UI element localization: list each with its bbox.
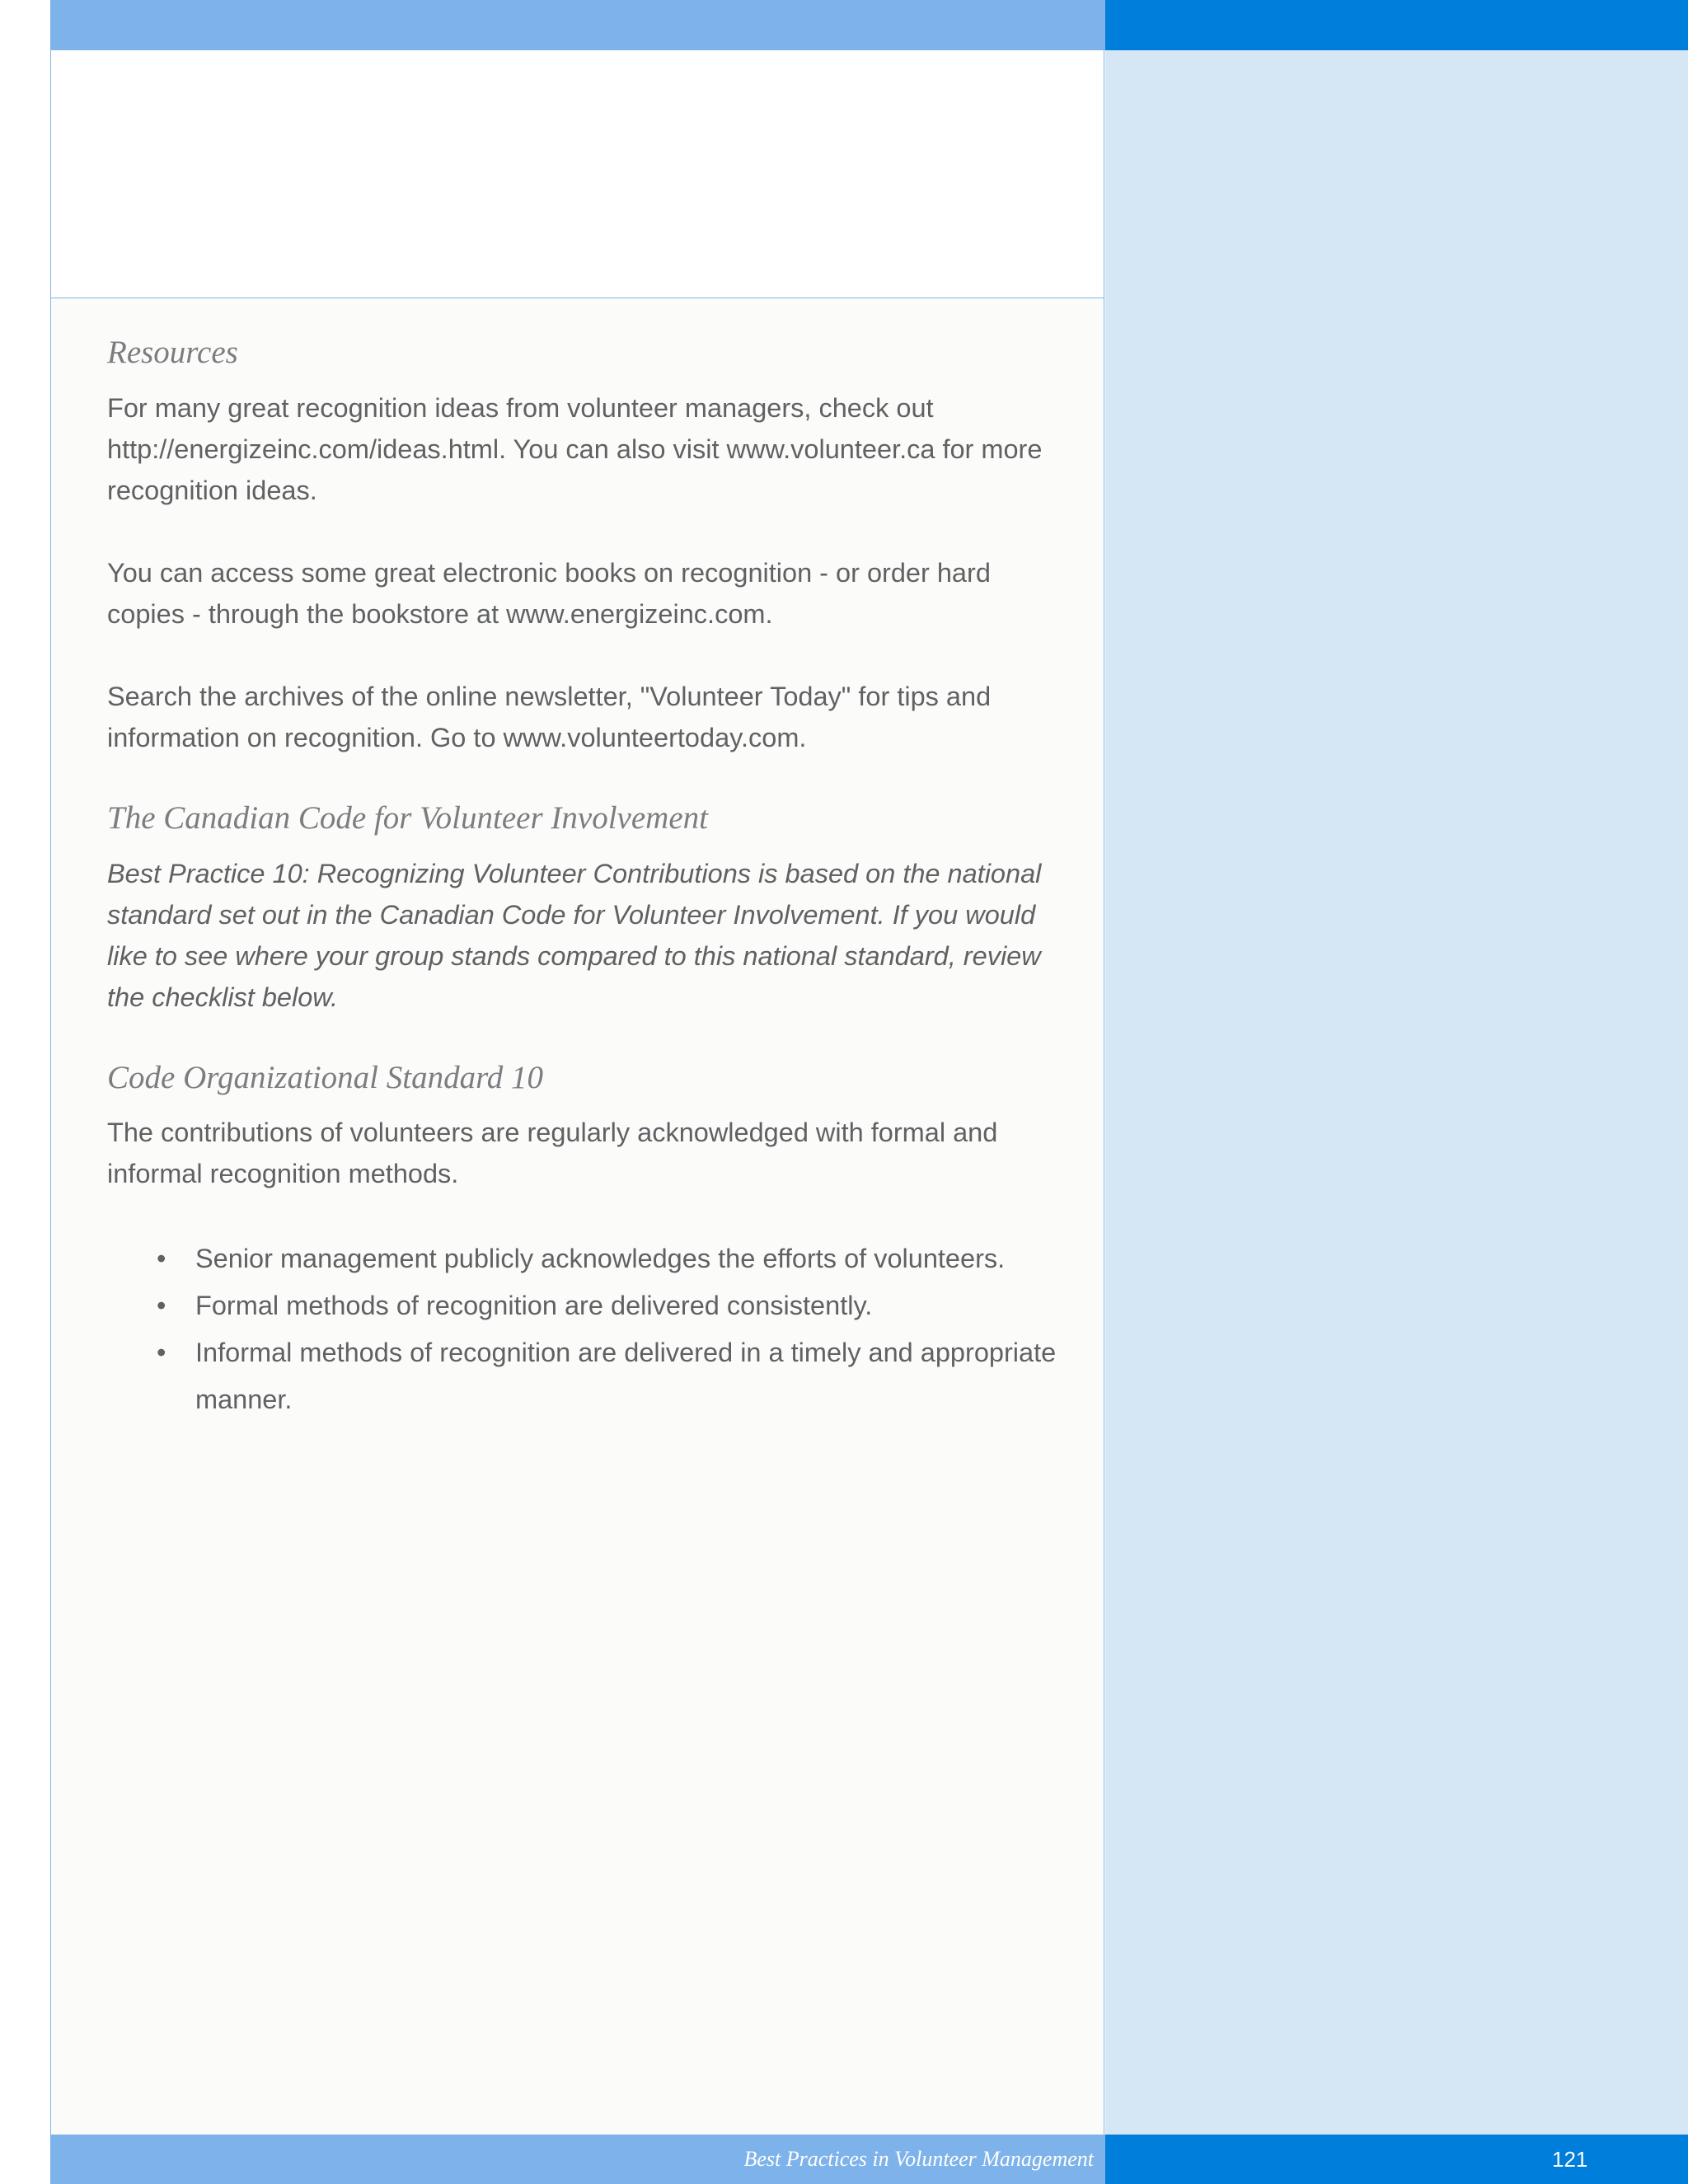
checklist-item-text: Senior management publicly acknowledges the efforts of volunteers. [195,1244,1006,1274]
header-blank-area [51,50,1104,298]
checklist-item-text: Formal methods of recognition are delivered consistently. [195,1291,873,1321]
checklist-item [157,1235,1063,1282]
standard-section [107,1059,1063,1424]
standard-heading: Code Organizational Standard 10 [107,1059,544,1095]
footer-band-left [50,2135,1105,2184]
footer-title: Best Practices in Volunteer Management [743,2147,1094,2171]
top-band-right [1105,0,1688,50]
standard-checklist [107,1235,1063,1423]
resources-paragraph-1: For many great recognition ideas from volunteer managers, check out http://energizeinc.com/ideas.html. You can also visit www.volunteer.ca for more recognition ideas. [107,392,1043,505]
page-content [107,334,1063,1423]
checklist-item [157,1329,1063,1423]
checklist-item [157,1282,1063,1329]
resources-paragraph-2: You can access some great electronic books on recognition - or order hard copies - through the bookstore at www.energizeinc.com. [107,557,991,629]
canadian-code-heading: The Canadian Code for Volunteer Involvement [107,799,708,836]
footer-band-right [1105,2135,1688,2184]
bullet-icon: • [157,1244,166,1274]
bullet-icon: • [157,1338,166,1368]
top-band-left [50,0,1105,50]
resources-paragraph-3: Search the archives of the online newsletter, "Volunteer Today" for tips and information on recognition. Go to www.volunteertoday.com. [107,681,992,752]
resources-section [107,334,1063,758]
bullet-icon: • [157,1291,166,1321]
page-number: 121 [1552,2147,1588,2172]
canadian-code-paragraph: Best Practice 10: Recognizing Volunteer Contributions is based on the national standard set out in the Canadian Code for Volunteer Involvement. If you would like to see where your group stands compared to this national standard, review the checklist below. [107,858,1042,1012]
checklist-item-text: Informal methods of recognition are delivered in a timely and appropriate manner. [195,1338,1057,1415]
canadian-code-section [107,799,1063,1018]
right-sidebar-panel [1105,50,1688,2135]
standard-paragraph: The contributions of volunteers are regularly acknowledged with formal and informal recognition methods. [107,1118,998,1189]
resources-heading: Resources [107,335,238,370]
